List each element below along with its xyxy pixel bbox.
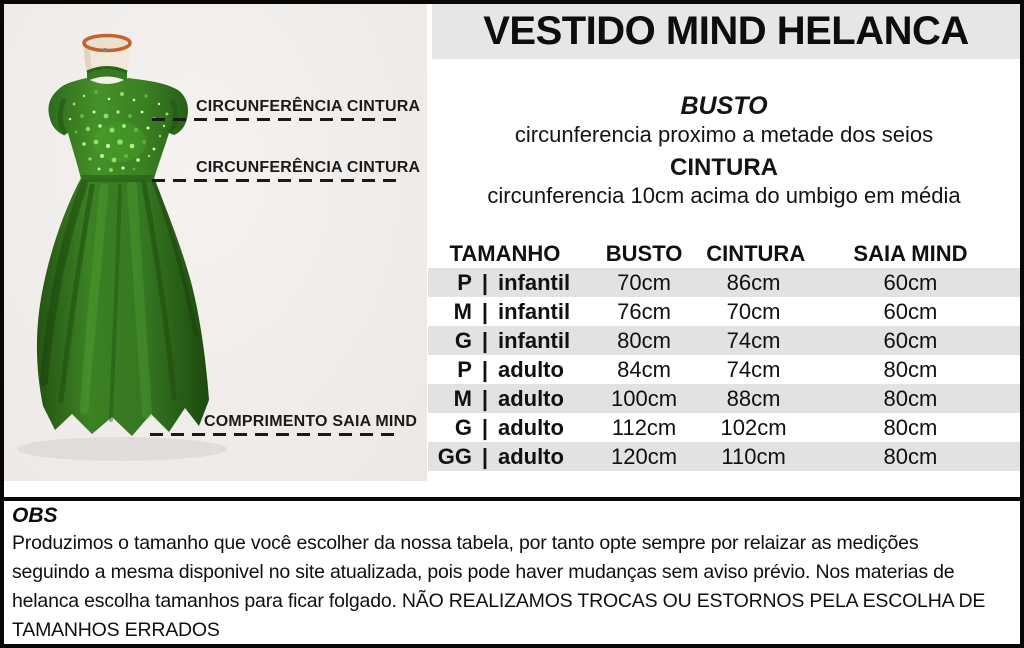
table-row [428,268,1020,297]
size-value: M [453,385,472,411]
size-separator: | [481,385,489,411]
cintura-value: 86cm [726,269,781,295]
obs-text-line: Produzimos o tamanho que você escolher da nossa tabela, por tanto opte sempre por relaizar as medições [12,532,919,554]
page-title: VESTIDO MIND HELANCA [432,4,1020,59]
obs-text-line: seguindo a mesma disponivel no site atualizada, pois pode haver mudanças sem aviso prévio. Nos materias de [12,561,955,583]
cintura-value: 70cm [726,298,781,324]
dress-illustration [4,4,427,481]
saia-mind-value: 80cm [883,356,938,382]
size-table-header [428,240,1020,268]
size-separator: | [481,356,489,382]
size-group: adulto [497,356,564,382]
table-row [428,442,1020,471]
waist-heading: CINTURA [670,154,778,181]
size-value: GG [437,443,472,469]
annotation-skirt-length-dash-line [150,433,396,436]
header-tamanho: TAMANHO [449,241,561,266]
measurement-guide [428,93,1020,210]
annotation-bust-dash-line [152,118,400,121]
cintura-value: 88cm [726,385,781,411]
saia-mind-value: 60cm [883,269,938,295]
size-separator: | [481,414,489,440]
saia-mind-value: 60cm [883,327,938,353]
size-separator: | [481,327,489,353]
size-value: M [453,298,472,324]
mannequin-pin [103,48,107,52]
busto-value: 100cm [611,385,678,411]
busto-value: 120cm [611,443,678,469]
dress-photo [4,4,427,481]
size-value: G [454,414,472,440]
busto-value: 76cm [617,298,671,324]
table-row [428,297,1020,326]
size-group: adulto [497,385,564,411]
obs-note [4,497,1020,644]
obs-text-line: TAMANHOS ERRADOS [12,619,220,641]
cintura-value: 74cm [726,327,781,353]
cintura-value: 102cm [720,414,787,440]
annotation-waist-label: CIRCUNFERÊNCIA CINTURA [196,159,421,176]
annotation-bust-label: CIRCUNFERÊNCIA CINTURA [196,98,421,115]
cintura-value: 110cm [721,443,786,469]
obs-text-line: helanca escolha tamanhos para ficar folgado. NÃO REALIZAMOS TROCAS OU ESTORNOS PELA ESCOLHA DE [12,590,986,612]
bust-heading: BUSTO [680,92,768,120]
header-cintura: CINTURA [706,241,806,266]
saia-mind-value: 80cm [883,385,938,411]
size-group: adulto [497,443,564,469]
table-row [428,326,1020,355]
size-group: infantil [497,327,571,353]
header-busto: BUSTO [605,241,683,266]
waist-description: circunferencia 10cm acima do umbigo em média [487,183,961,208]
bust-description: circunferencia proximo a metade dos seios [514,122,934,147]
size-group: infantil [497,269,571,295]
busto-value: 70cm [617,269,671,295]
busto-value: 112cm [611,414,677,440]
busto-value: 80cm [617,327,671,353]
table-row [428,355,1020,384]
annotation-waist-dash-line [152,179,400,182]
saia-mind-value: 80cm [883,414,938,440]
size-separator: | [481,269,489,295]
obs-heading: OBS [12,504,58,527]
table-row [428,384,1020,413]
size-table [428,240,1020,471]
size-value: G [454,327,472,353]
table-row [428,413,1020,442]
size-separator: | [481,443,489,469]
size-group: adulto [497,414,564,440]
size-separator: | [481,298,489,324]
cintura-value: 74cm [726,356,781,382]
saia-mind-value: 80cm [883,443,938,469]
size-group: infantil [497,298,571,324]
annotation-skirt-length-label: COMPRIMENTO SAIA MIND [204,413,418,430]
size-value: P [457,269,472,295]
header-saia-mind: SAIA MIND [853,241,968,266]
size-value: P [457,356,472,382]
saia-mind-value: 60cm [883,298,938,324]
busto-value: 84cm [617,356,671,382]
